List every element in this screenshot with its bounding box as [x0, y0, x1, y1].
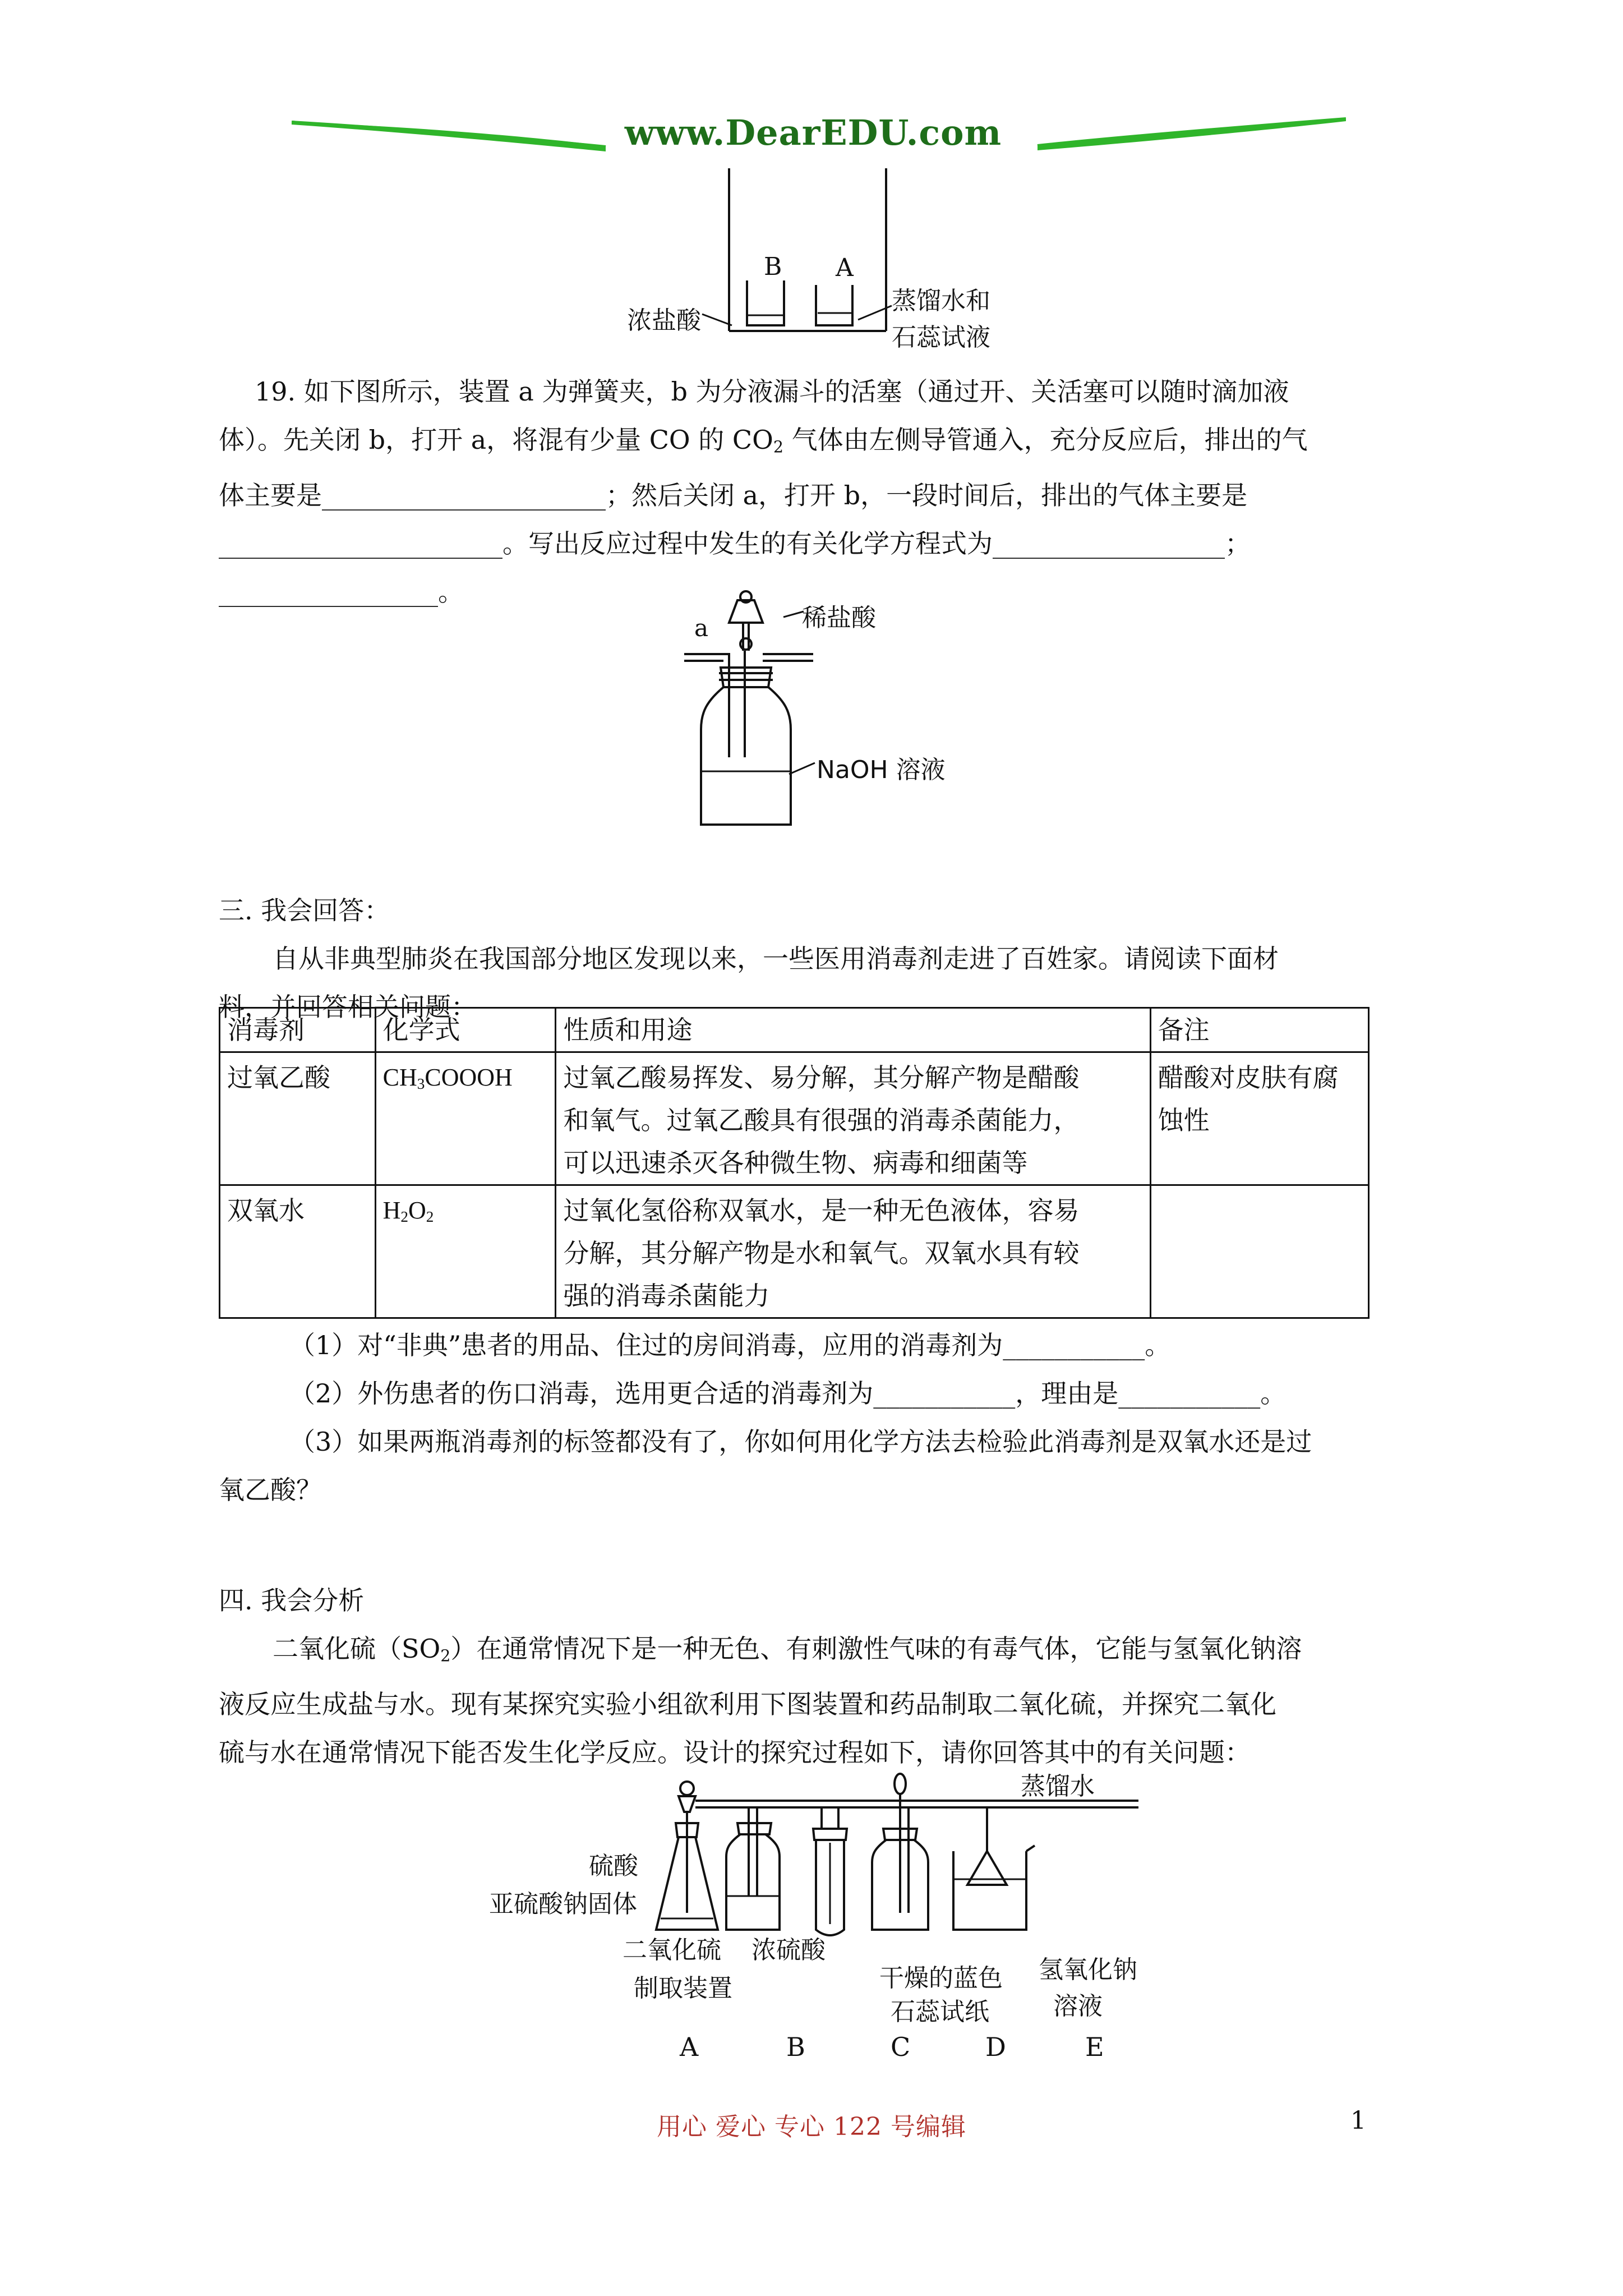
- section-4-para-1-pre: 二氧化硫（SO: [273, 1634, 441, 1664]
- figure-beakers: [718, 168, 903, 359]
- disinfectant-table: [219, 1007, 1370, 1319]
- so2-label-c1: 干燥的蓝色: [879, 1964, 1003, 1993]
- table-cell-note: [1150, 1052, 1368, 1185]
- q19-line-5: _________________。: [219, 577, 464, 608]
- section-4-para-1: [219, 1625, 1408, 1680]
- label-naoh-solution: NaOH 溶液: [817, 756, 946, 784]
- table-header-cell: 备注: [1150, 1008, 1368, 1052]
- q19-line-2-post: 气体由左侧导管通入，充分反应后，排出的气: [783, 425, 1308, 455]
- label-dilute-hcl: 稀盐酸: [802, 604, 876, 632]
- formula-part: CH: [382, 1064, 417, 1091]
- apparatus-letter-a: A: [680, 2032, 699, 2062]
- use-line: 分解，其分解产物是水和氧气。双氧水具有较: [563, 1238, 1080, 1268]
- formula-sub: 2: [426, 1208, 434, 1225]
- leader-line-right: [855, 303, 895, 325]
- section-3-questions: [219, 1321, 1408, 1514]
- so2-label-h2so4: 硫酸: [589, 1852, 638, 1880]
- table-cell-use: [556, 1052, 1150, 1185]
- table-header-cell: 性质和用途: [556, 1008, 1150, 1052]
- table-cell-formula: [375, 1185, 556, 1318]
- q19-line-4: ______________________。写出反应过程中发生的有关化学方程式为__________________；: [219, 528, 1251, 559]
- q19-line-2-pre: 体）。先关闭 b，打开 a，将混有少量 CO 的 CO: [219, 425, 773, 455]
- table-cell-use: [556, 1185, 1150, 1318]
- label-a: a: [694, 614, 709, 642]
- note-line: 蚀性: [1158, 1105, 1210, 1135]
- q19-line-1: 19. 如下图所示，装置 a 为弹簧夹，b 为分液漏斗的活塞（通过开、关活塞可以随时滴加液: [255, 376, 1289, 407]
- leader-acid: [782, 609, 805, 620]
- beaker-left-label: 浓盐酸: [627, 306, 701, 335]
- beaker-label-a: A: [836, 254, 854, 282]
- table-cell-name: 双氧水: [220, 1185, 376, 1318]
- section-3-intro-1: 自从非典型肺炎在我国部分地区发现以来，一些医用消毒剂走进了百姓家。请阅读下面材: [273, 944, 1279, 974]
- section-3-q3-line-1: （3）如果两瓶消毒剂的标签都没有了，你如何用化学方法去检验此消毒剂是双氧水还是过: [289, 1427, 1312, 1457]
- so2-label-c2: 石蕊试纸: [891, 1998, 989, 2026]
- apparatus-letter-c: C: [891, 2032, 911, 2062]
- section-3-intro-2: 料，并回答相关问题：: [219, 992, 477, 1022]
- table-cell-formula: [375, 1052, 556, 1185]
- so2-label-water: 蒸馏水: [1021, 1772, 1095, 1801]
- table-row: [220, 1185, 1369, 1318]
- section-3-heading: 三. 我会回答：: [219, 895, 390, 926]
- use-line: 过氧乙酸易挥发、易分解，其分解产物是醋酸: [563, 1062, 1080, 1093]
- section-4-para-2: 液反应生成盐与水。现有某探究实验小组欲利用下图装置和药品制取二氧化硫，并探究二氧化: [219, 1689, 1276, 1720]
- use-line: 强的消毒杀菌能力: [563, 1281, 770, 1311]
- table-header-cell: 化学式: [375, 1008, 556, 1052]
- leader-line-left: [701, 311, 735, 328]
- table-header-cell: 消毒剂: [220, 1008, 376, 1052]
- table-cell-note: [1150, 1185, 1368, 1318]
- beaker-right-label-2: 石蕊试液: [892, 323, 990, 352]
- table-row: [220, 1052, 1369, 1185]
- formula-part: H: [382, 1197, 401, 1224]
- beakers-diagram: [718, 168, 903, 359]
- so2-sub: 2: [440, 1646, 451, 1665]
- formula-sub: 2: [400, 1208, 409, 1225]
- section-4-heading: 四. 我会分析: [219, 1585, 365, 1616]
- section-4-text: [219, 1576, 1408, 1777]
- beaker-label-b: B: [764, 252, 782, 281]
- formula-part: COOOH: [425, 1064, 513, 1091]
- q19-line-2: [219, 416, 1408, 471]
- table-cell-name: 过氧乙酸: [220, 1052, 376, 1185]
- so2-label-e1: 氢氧化钠: [1039, 1955, 1137, 1984]
- q19-co2-sub: 2: [773, 438, 783, 457]
- note-line: 醋酸对皮肤有腐: [1158, 1062, 1339, 1093]
- use-line: 过氧化氢俗称双氧水，是一种无色液体，容易: [563, 1195, 1080, 1226]
- so2-label-a2: 制取装置: [634, 1974, 732, 2003]
- q19-line-3: 体主要是______________________；然后关闭 a，打开 b，一段时间后，排出的气体主要是: [219, 480, 1248, 511]
- table-header-row: [220, 1008, 1369, 1052]
- question-19: [219, 367, 1408, 616]
- section-4-para-3: 硫与水在通常情况下能否发生化学反应。设计的探究过程如下，请你回答其中的有关问题：: [219, 1737, 1251, 1768]
- section-4-para-1-post: ）在通常情况下是一种无色、有刺激性气味的有毒气体，它能与氢氧化钠溶: [450, 1634, 1302, 1664]
- logo-text: www.DearEDU.com: [624, 112, 1002, 153]
- so2-label-b: 浓硫酸: [751, 1936, 826, 1964]
- section-3-q1: （1）对“非典”患者的用品、住过的房间消毒，应用的消毒剂为___________。: [289, 1330, 1171, 1360]
- so2-label-e2: 溶液: [1053, 1992, 1103, 2021]
- section-3-q3-line-2: 氧乙酸？: [219, 1475, 322, 1505]
- page-number: 1: [1350, 2106, 1366, 2135]
- formula-sub: 3: [417, 1075, 425, 1092]
- apparatus-letter-d: D: [985, 2032, 1006, 2062]
- apparatus-letter-e: E: [1085, 2032, 1104, 2062]
- use-line: 可以迅速杀灭各种微生物、病毒和细菌等: [563, 1148, 1028, 1178]
- formula-part: O: [408, 1197, 426, 1224]
- leader-naoh: [788, 760, 816, 777]
- so2-label-na2so3: 亚硫酸钠固体: [489, 1890, 637, 1918]
- so2-label-a1: 二氧化硫: [623, 1936, 721, 1964]
- use-line: 和氧气。过氧乙酸具有很强的消毒杀菌能力，: [563, 1105, 1080, 1135]
- footer-text: 用心 爱心 专心 122 号编辑: [657, 2113, 966, 2141]
- beaker-right-label-1: 蒸馏水和: [892, 287, 990, 315]
- section-3-q2: （2）外伤患者的伤口消毒，选用更合适的消毒剂为___________，理由是___________。: [289, 1378, 1287, 1409]
- apparatus-letter-b: B: [786, 2032, 805, 2062]
